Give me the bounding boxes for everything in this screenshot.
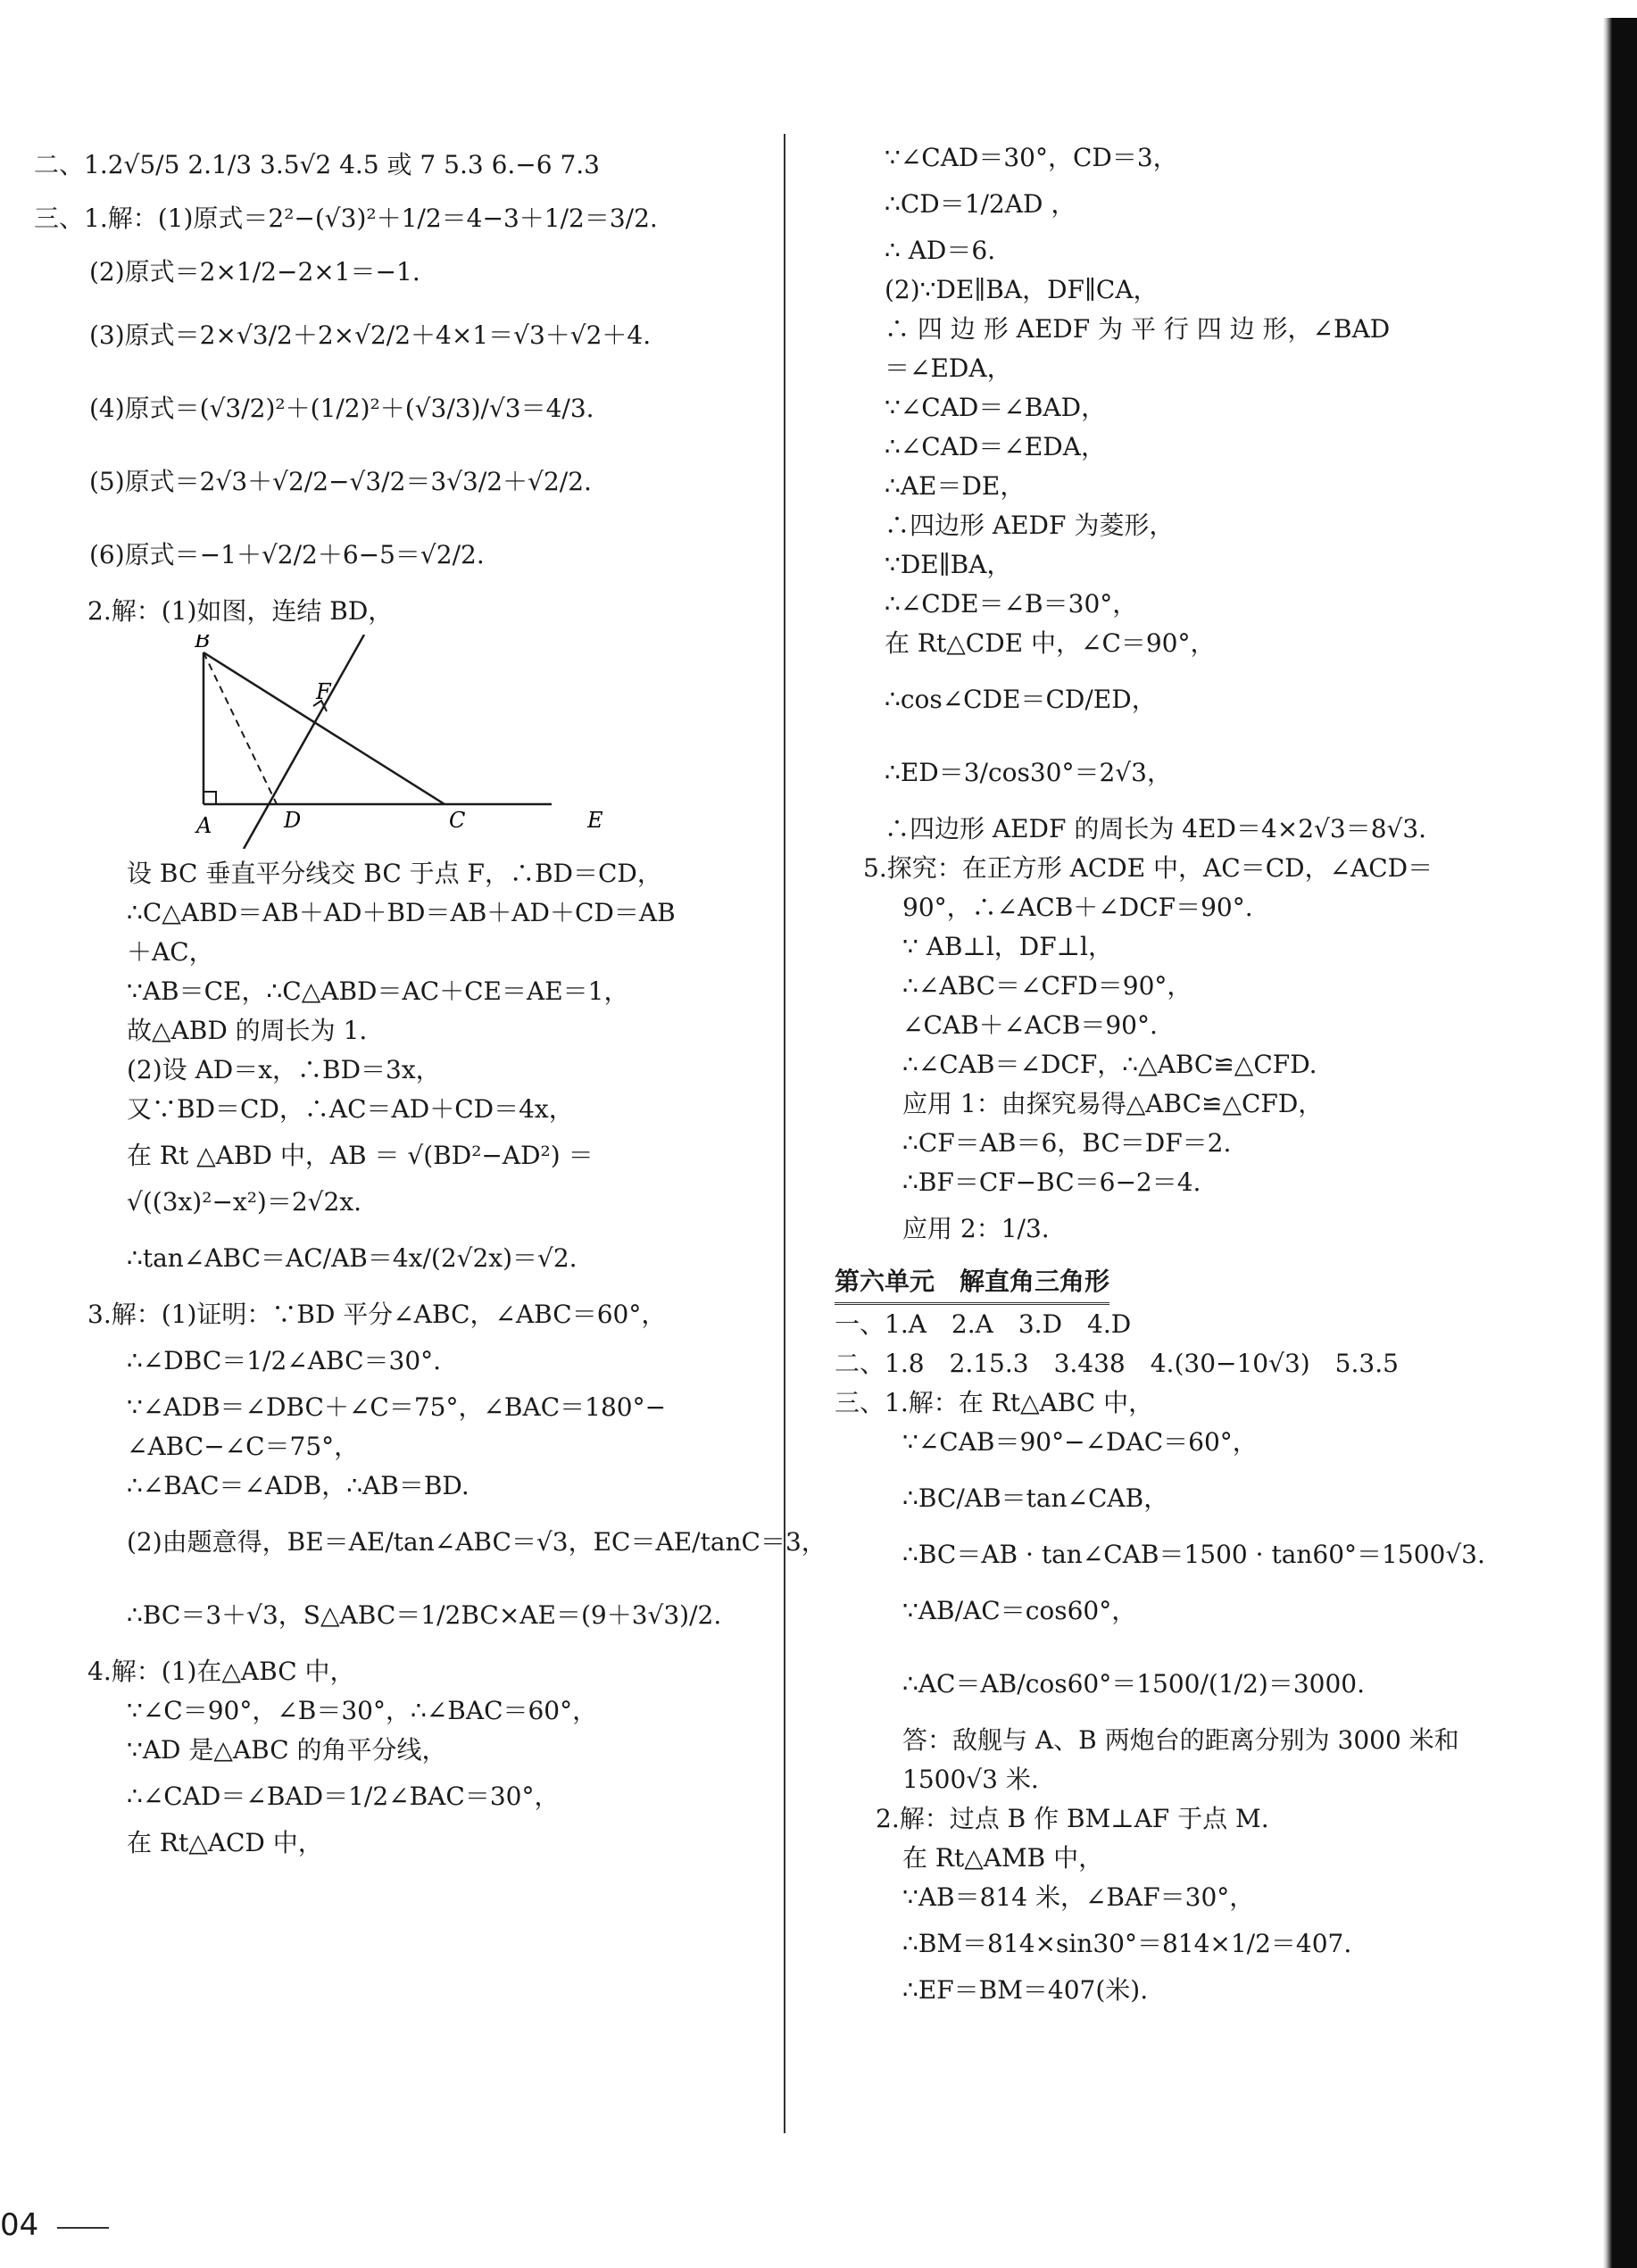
answer-line: ∴BC/AB＝tan∠CAB， bbox=[902, 1483, 1169, 1513]
answer-line: ∵∠CAD＝∠BAD， bbox=[885, 393, 1107, 422]
answer-line: ∴BC＝AB · tan∠CAB＝1500 · tan60°＝1500√3. bbox=[902, 1540, 1485, 1569]
answer-line: 二、1.8 2.15.3 3.438 4.(30−10√3) 5.3.5 bbox=[835, 1349, 1399, 1378]
answer-line: 又∵BD＝CD，∴AC＝AD＋CD＝4x， bbox=[127, 1094, 574, 1124]
answer-line: ∴BF＝CF−BC＝6−2＝4. bbox=[902, 1167, 1201, 1197]
answer-line: ∴tan∠ABC＝AC/AB＝4x/(2√2x)＝√2. bbox=[127, 1243, 578, 1273]
label-f: F bbox=[316, 679, 331, 704]
answer-line: ∵∠CAB＝90°−∠DAC＝60°， bbox=[902, 1427, 1258, 1457]
answer-line: 4.解：(1)在△ABC 中， bbox=[87, 1657, 355, 1686]
page-number-rule bbox=[57, 2227, 109, 2229]
answer-line: 一、1.A 2.A 3.D 4.D bbox=[835, 1309, 1132, 1339]
answer-line: ∴∠CDE＝∠B＝30°， bbox=[885, 589, 1138, 619]
answer-line: ∴CD＝1/2AD ， bbox=[885, 189, 1076, 219]
answer-line: 设 BC 垂直平分线交 BC 于点 F，∴BD＝CD， bbox=[127, 859, 662, 888]
left-column bbox=[34, 138, 827, 1863]
answer-line: ∴∠ABC＝∠CFD＝90°， bbox=[902, 971, 1192, 1001]
label-d: D bbox=[284, 808, 302, 833]
label-e: E bbox=[587, 808, 603, 833]
answer-line: ∴CF＝AB＝6，BC＝DF＝2. bbox=[902, 1128, 1232, 1158]
answer-line: ∴cos∠CDE＝CD/ED， bbox=[885, 685, 1157, 714]
answer-line: ∵∠ADB＝∠DBC＋∠C＝75°，∠BAC＝180°− bbox=[127, 1392, 667, 1422]
label-a: A bbox=[196, 813, 212, 838]
answer-line: 90°，∴∠ACB＋∠DCF＝90°. bbox=[902, 893, 1253, 922]
answer-line: ∴ED＝3/cos30°＝2√3， bbox=[885, 758, 1172, 787]
answer-line: ∵AD 是△ABC 的角平分线， bbox=[127, 1735, 447, 1765]
answer-line: ∴∠CAB＝∠DCF，∴△ABC≌△CFD. bbox=[902, 1050, 1317, 1079]
label-c: C bbox=[449, 808, 466, 833]
answer-line: (2)设 AD＝x，∴BD＝3x， bbox=[127, 1055, 441, 1084]
answer-line: √((3x)²−x²)＝2√2x. bbox=[127, 1187, 362, 1217]
answer-line: 故△ABD 的周长为 1. bbox=[127, 1016, 368, 1045]
answer-line: (6)原式＝−1＋√2/2＋6−5＝√2/2. bbox=[89, 540, 485, 569]
answer-line: ∴BC＝3＋√3，S△ABC＝1/2BC×AE＝(9＋3√3)/2. bbox=[127, 1600, 722, 1630]
answer-line: ∵ AB⊥l，DF⊥l， bbox=[902, 932, 1113, 961]
answer-line: ∴C△ABD＝AB＋AD＋BD＝AB＋AD＋CD＝AB bbox=[127, 898, 676, 927]
answer-line: 3.解：(1)证明：∵BD 平分∠ABC，∠ABC＝60°， bbox=[87, 1300, 667, 1329]
answer-line: 三、1.解：(1)原式＝2²−(√3)²＋1/2＝4−3＋1/2＝3/2. bbox=[34, 204, 658, 233]
answer-line: ＝∠EDA， bbox=[885, 353, 1012, 383]
label-b: B bbox=[195, 635, 211, 652]
answer-line: 2.解：过点 B 作 BM⊥AF 于点 M. bbox=[876, 1804, 1269, 1833]
scan-edge-shadow bbox=[1603, 18, 1612, 2268]
answer-line: ∵∠CAD＝30°，CD＝3， bbox=[885, 143, 1178, 172]
answer-line: ∴ AD＝6. bbox=[885, 236, 996, 265]
answer-line: (4)原式＝(√3/2)²＋(1/2)²＋(√3/3)/√3＝4/3. bbox=[89, 394, 594, 423]
answer-line: 2.解：(1)如图，连结 BD， bbox=[87, 596, 394, 626]
answer-line: 应用 1：由探究易得△ABC≌△CFD， bbox=[902, 1089, 1324, 1118]
answer-line: 应用 2：1/3. bbox=[902, 1214, 1050, 1243]
answer-line: ∵AB＝CE，∴C△ABD＝AC＋CE＝AE＝1， bbox=[127, 976, 629, 1006]
answer-line: ∵AB/AC＝cos60°， bbox=[902, 1596, 1137, 1625]
unit-heading: 第六单元 解直角三角形 bbox=[835, 1261, 1109, 1305]
answer-line: ∠CAB＋∠ACB＝90°. bbox=[902, 1010, 1158, 1040]
answer-line: ∠ABC−∠C＝75°， bbox=[127, 1432, 360, 1461]
answer-line: (2)由题意得，BE＝AE/tan∠ABC＝√3，EC＝AE/tanC＝3， bbox=[127, 1527, 827, 1557]
page-number: 04 bbox=[0, 2207, 39, 2243]
geometry-diagram bbox=[195, 635, 659, 849]
answer-line: ∵∠C＝90°，∠B＝30°，∴∠BAC＝60°， bbox=[127, 1696, 598, 1725]
answer-line: ∴BM＝814×sin30°＝814×1/2＝407. bbox=[902, 1929, 1352, 1958]
scan-dark-edge bbox=[1608, 18, 1637, 2268]
answer-line: 5.探究：在正方形 ACDE 中，AC＝CD，∠ACD＝ bbox=[863, 853, 1433, 883]
triangle-figure bbox=[195, 635, 659, 849]
answer-line: 二、1.2√5/5 2.1/3 3.5√2 4.5 或 7 5.3 6.−6 7.3 bbox=[34, 150, 600, 179]
answer-line: ∴AC＝AB/cos60°＝1500/(1/2)＝3000. bbox=[902, 1669, 1365, 1699]
answer-line: ＋AC， bbox=[127, 937, 214, 967]
answer-line: (2)∵DE∥BA，DF∥CA， bbox=[885, 275, 1159, 304]
answer-line: ∴∠CAD＝∠BAD＝1/2∠BAC＝30°， bbox=[127, 1782, 560, 1811]
answer-line: ∴EF＝BM＝407(米). bbox=[902, 1975, 1149, 2005]
answer-line: ∵AB＝814 米，∠BAF＝30°， bbox=[902, 1882, 1255, 1912]
answer-line: (2)原式＝2×1/2−2×1＝−1. bbox=[89, 257, 420, 287]
answer-line: 答：敌舰与 A、B 两炮台的距离分别为 3000 米和 bbox=[902, 1725, 1459, 1755]
column-divider bbox=[784, 134, 785, 2133]
answer-line: (3)原式＝2×√3/2＋2×√2/2＋4×1＝√3＋√2＋4. bbox=[89, 320, 652, 350]
answer-line: (5)原式＝2√3＋√2/2−√3/2＝3√3/2＋√2/2. bbox=[89, 467, 592, 496]
answer-line: 在 Rt△AMB 中， bbox=[902, 1843, 1104, 1873]
answer-line: ∵DE∥BA， bbox=[885, 550, 1012, 579]
answer-line: 三、1.解：在 Rt△ABC 中， bbox=[835, 1388, 1154, 1417]
answer-line: 在 Rt△ACD 中， bbox=[127, 1828, 323, 1857]
answer-line: 在 Rt △ABD 中，AB ＝ √(BD²−AD²) ＝ bbox=[127, 1141, 594, 1170]
answer-line: ∴∠BAC＝∠ADB，∴AB＝BD. bbox=[127, 1471, 469, 1500]
answer-line: ∴四边形 AEDF 为菱形， bbox=[885, 511, 1175, 540]
answer-line: ∴AE＝DE， bbox=[885, 471, 1026, 501]
answer-line: ∴ 四 边 形 AEDF 为 平 行 四 边 形，∠BAD bbox=[885, 314, 1391, 344]
answer-line: 在 Rt△CDE 中，∠C＝90°， bbox=[885, 628, 1216, 658]
answer-line: ∴∠CAD＝∠EDA， bbox=[885, 432, 1106, 461]
answer-line: 1500√3 米. bbox=[902, 1765, 1039, 1794]
answer-line: ∴∠DBC＝1/2∠ABC＝30°. bbox=[127, 1346, 442, 1375]
right-column bbox=[835, 138, 1549, 2010]
answer-line: ∴四边形 AEDF 的周长为 4ED＝4×2√3＝8√3. bbox=[885, 814, 1427, 843]
